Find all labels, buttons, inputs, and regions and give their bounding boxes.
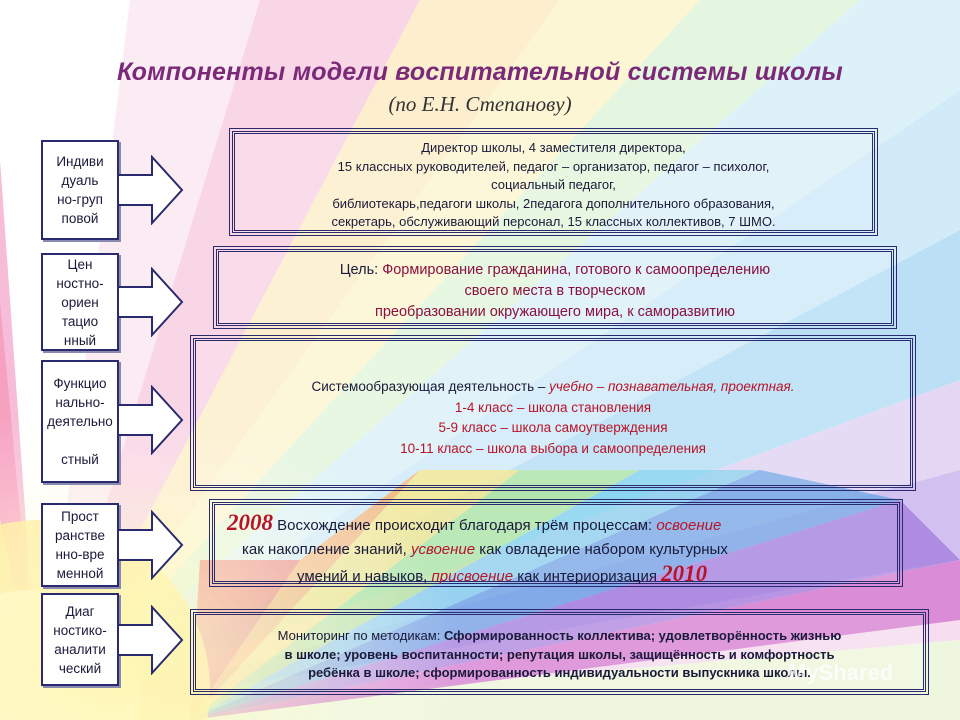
staff-line: библиотекарь,педагоги школы, 2педагога дополнительного образования, xyxy=(332,195,775,211)
staff-line: секретарь, обслуживающий персонал, 15 классных коллективов, 7 ШМО. xyxy=(331,214,776,229)
year-end: 2010 xyxy=(661,561,708,586)
component-label-spatial: Прост ранстве нно-вре менной xyxy=(41,503,119,587)
goal-box xyxy=(216,249,894,326)
process-text: как интериоризация xyxy=(513,568,662,585)
process-term: освоение xyxy=(656,517,722,534)
monitoring-text: в школе; уровень воспитанности; репутация школы, защищённость и комфортность xyxy=(284,646,835,662)
arrow-right-icon xyxy=(118,510,184,580)
goal-text: преобразовании окружающего мира, к саморазвитию xyxy=(375,304,735,320)
processes-box xyxy=(212,502,900,584)
staff-line: 15 классных руководителей, педагог – организатор, педагог – психолог, xyxy=(337,158,770,174)
watermark: MyShared xyxy=(788,660,894,685)
page-title: Компоненты модели воспитательной системы школы xyxy=(117,58,843,86)
process-term: присвоение xyxy=(431,568,514,585)
arrow-right-icon xyxy=(118,155,184,225)
component-label-individual: Индиви дуаль но-груп повой xyxy=(41,140,119,240)
year-start: 2008 xyxy=(227,510,273,535)
goal-lead: Цель: xyxy=(339,262,379,278)
monitoring-prefix: Мониторинг по методикам: xyxy=(277,628,444,643)
page-subtitle: (по Е.Н. Степанову) xyxy=(388,92,572,116)
process-text: как накопление знаний, xyxy=(242,541,411,558)
component-label-value: Цен ностно- ориен тацио нный xyxy=(41,253,119,351)
staff-line: социальный педагог, xyxy=(491,177,616,192)
goal-text: своего места в творческом xyxy=(464,283,646,299)
activity-box xyxy=(193,338,913,488)
monitoring-text: ребёнка в школе; сформированность индивидуальности выпускника школы. xyxy=(308,665,811,680)
staff-line: Директор школы, 4 заместителя директора, xyxy=(421,140,686,155)
process-text: умений и навыков, xyxy=(297,568,432,585)
staff-box xyxy=(232,131,875,233)
process-term: усвоение xyxy=(410,541,476,558)
school-stage: 10-11 класс – школа выбора и самоопределения xyxy=(400,440,706,456)
arrow-right-icon xyxy=(118,267,184,337)
component-label-functional: Функцио нально- деятельно стный xyxy=(41,360,119,483)
arrow-right-icon xyxy=(118,605,184,675)
activity-type: проектная. xyxy=(717,379,795,394)
activity-lead: Системообразующая деятельность – xyxy=(311,379,550,394)
school-stage: 1-4 класс – школа становления xyxy=(454,399,652,415)
goal-text: Формирование гражданина, готового к самоопределению xyxy=(378,262,771,278)
monitoring-text: Сформированность коллектива; удовлетворённость жизнью xyxy=(443,628,842,643)
school-stage: 5-9 класс – школа самоутверждения xyxy=(438,420,668,435)
activity-type: учебно – познавательная, xyxy=(549,379,718,394)
arrow-right-icon xyxy=(118,385,184,455)
component-label-diagnostic: Диаг ностико- аналити ческий xyxy=(41,593,119,686)
process-text: Восхождение происходит благодаря трём процессам: xyxy=(273,517,657,534)
process-text: как овладение набором культурных xyxy=(475,541,728,558)
